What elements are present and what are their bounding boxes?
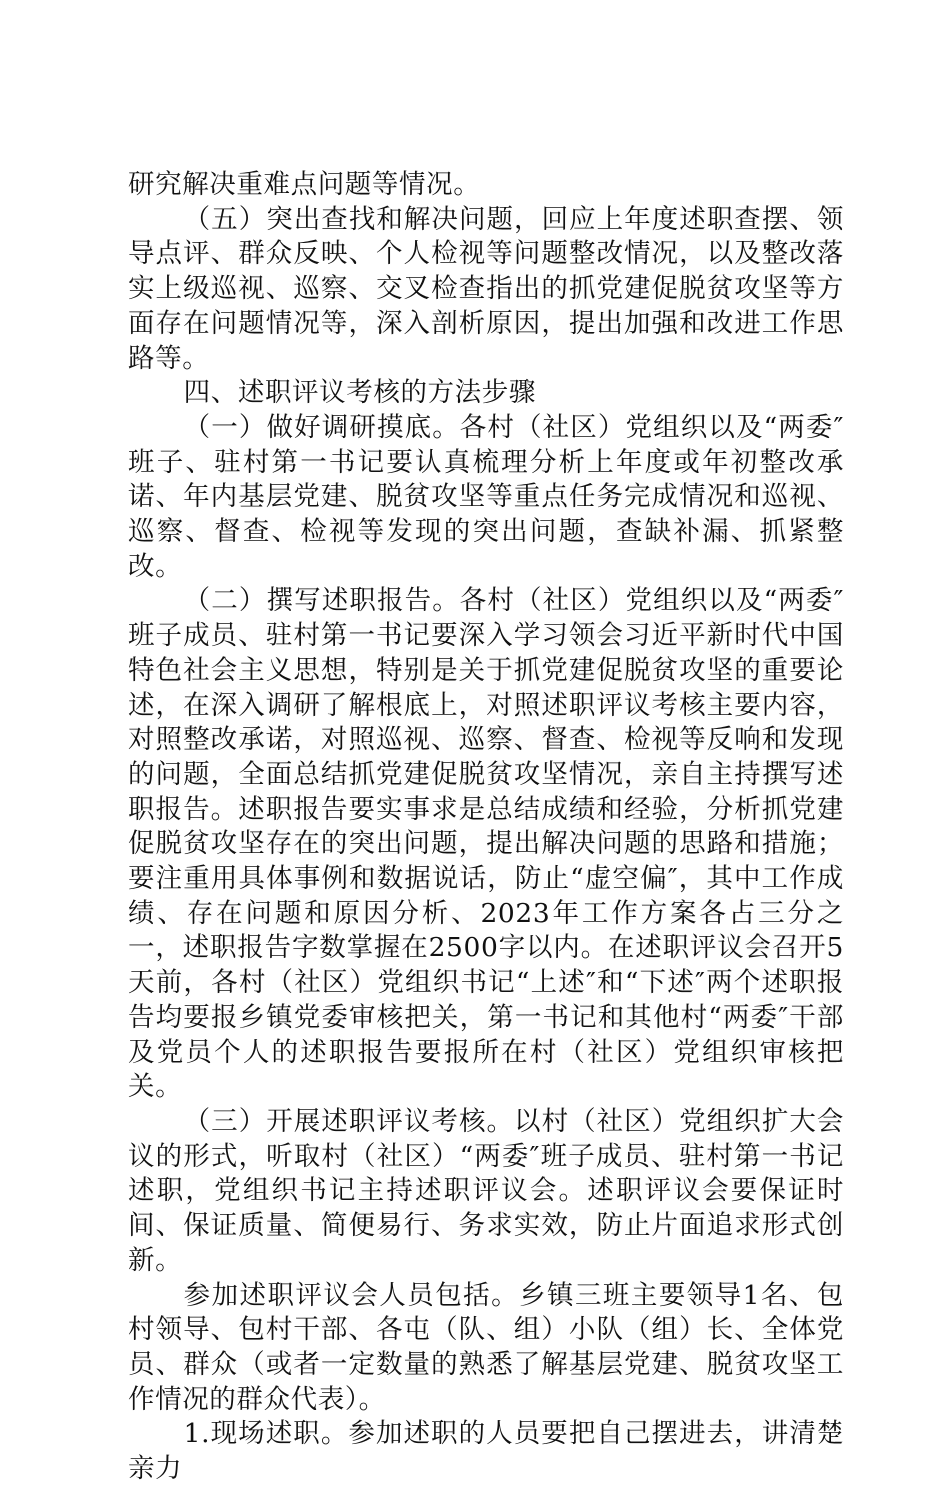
document-body	[128, 168, 844, 1487]
section-heading-4: 四、述职评议考核的方法步骤	[183, 377, 536, 409]
paragraph-continuation: 研究解决重难点问题等情况。	[128, 169, 481, 200]
paragraph-item-5: （五）突出查找和解决问题，回应上年度述职查摆、领导点评、群众反映、个人检视等问题整改情况，以及整改落实上级巡视、巡察、交叉检查指出的抓党建促脱贫攻坚等方面存在问题情况等，深入剖析原因，提出加强和改进工作思路等。	[128, 203, 844, 374]
paragraph-participants: 参加述职评议会人员包括。乡镇三班主要领导1名、包村领导、包村干部、各屯（队、组）小队（组）长、全体党员、群众（或者一定数量的熟悉了解基层党建、脱贫攻坚工作情况的群众代表）。	[128, 1279, 844, 1415]
paragraph-step-3: （三）开展述职评议考核。以村（社区）党组织扩大会议的形式，听取村（社区）“两委″班子成员、驻村第一书记述职，党组织书记主持述职评议会。述职评议会要保证时间、保证质量、简便易行、务求实效，防止片面追求形式创新。	[128, 1105, 844, 1276]
paragraph-on-site-report: 1.现场述职。参加述职的人员要把自己摆进去，讲清楚亲力	[128, 1418, 844, 1485]
paragraph-step-2: （二）撰写述职报告。各村（社区）党组织以及“两委″班子成员、驻村第一书记要深入学习领会习近平新时代中国特色社会主义思想，特别是关于抓党建促脱贫攻坚的重要论述，在深入调研了解根底上，对照述职评议考核主要内容，对照整改承诺，对照巡视、巡察、督查、检视等反响和发现的问题，全面总结抓党建促脱贫攻坚情况，亲自主持撰写述职报告。述职报告要实事求是总结成绩和经验，分析抓党建促脱贫攻坚存在的突出问题，提出解决问题的思路和措施；要注重用具体事例和数据说话，防止“虚空偏″，其中工作成绩、存在问题和原因分析、2023年工作方案各占三分之一，述职报告字数掌握在2500字以内。在述职评议会召开5天前，各村（社区）党组织书记“上述″和“下述″两个述职报告均要报乡镇党委审核把关，第一书记和其他村“两委″干部及党员个人的述职报告要报所在村（社区）党组织审核把关。	[128, 585, 844, 1103]
paragraph-step-1: （一）做好调研摸底。各村（社区）党组织以及“两委″班子、驻村第一书记要认真梳理分析上年度或年初整改承诺、年内基层党建、脱贫攻坚等重点任务完成情况和巡视、巡察、督查、检视等发现的突出问题，查缺补漏、抓紧整改。	[128, 411, 844, 582]
